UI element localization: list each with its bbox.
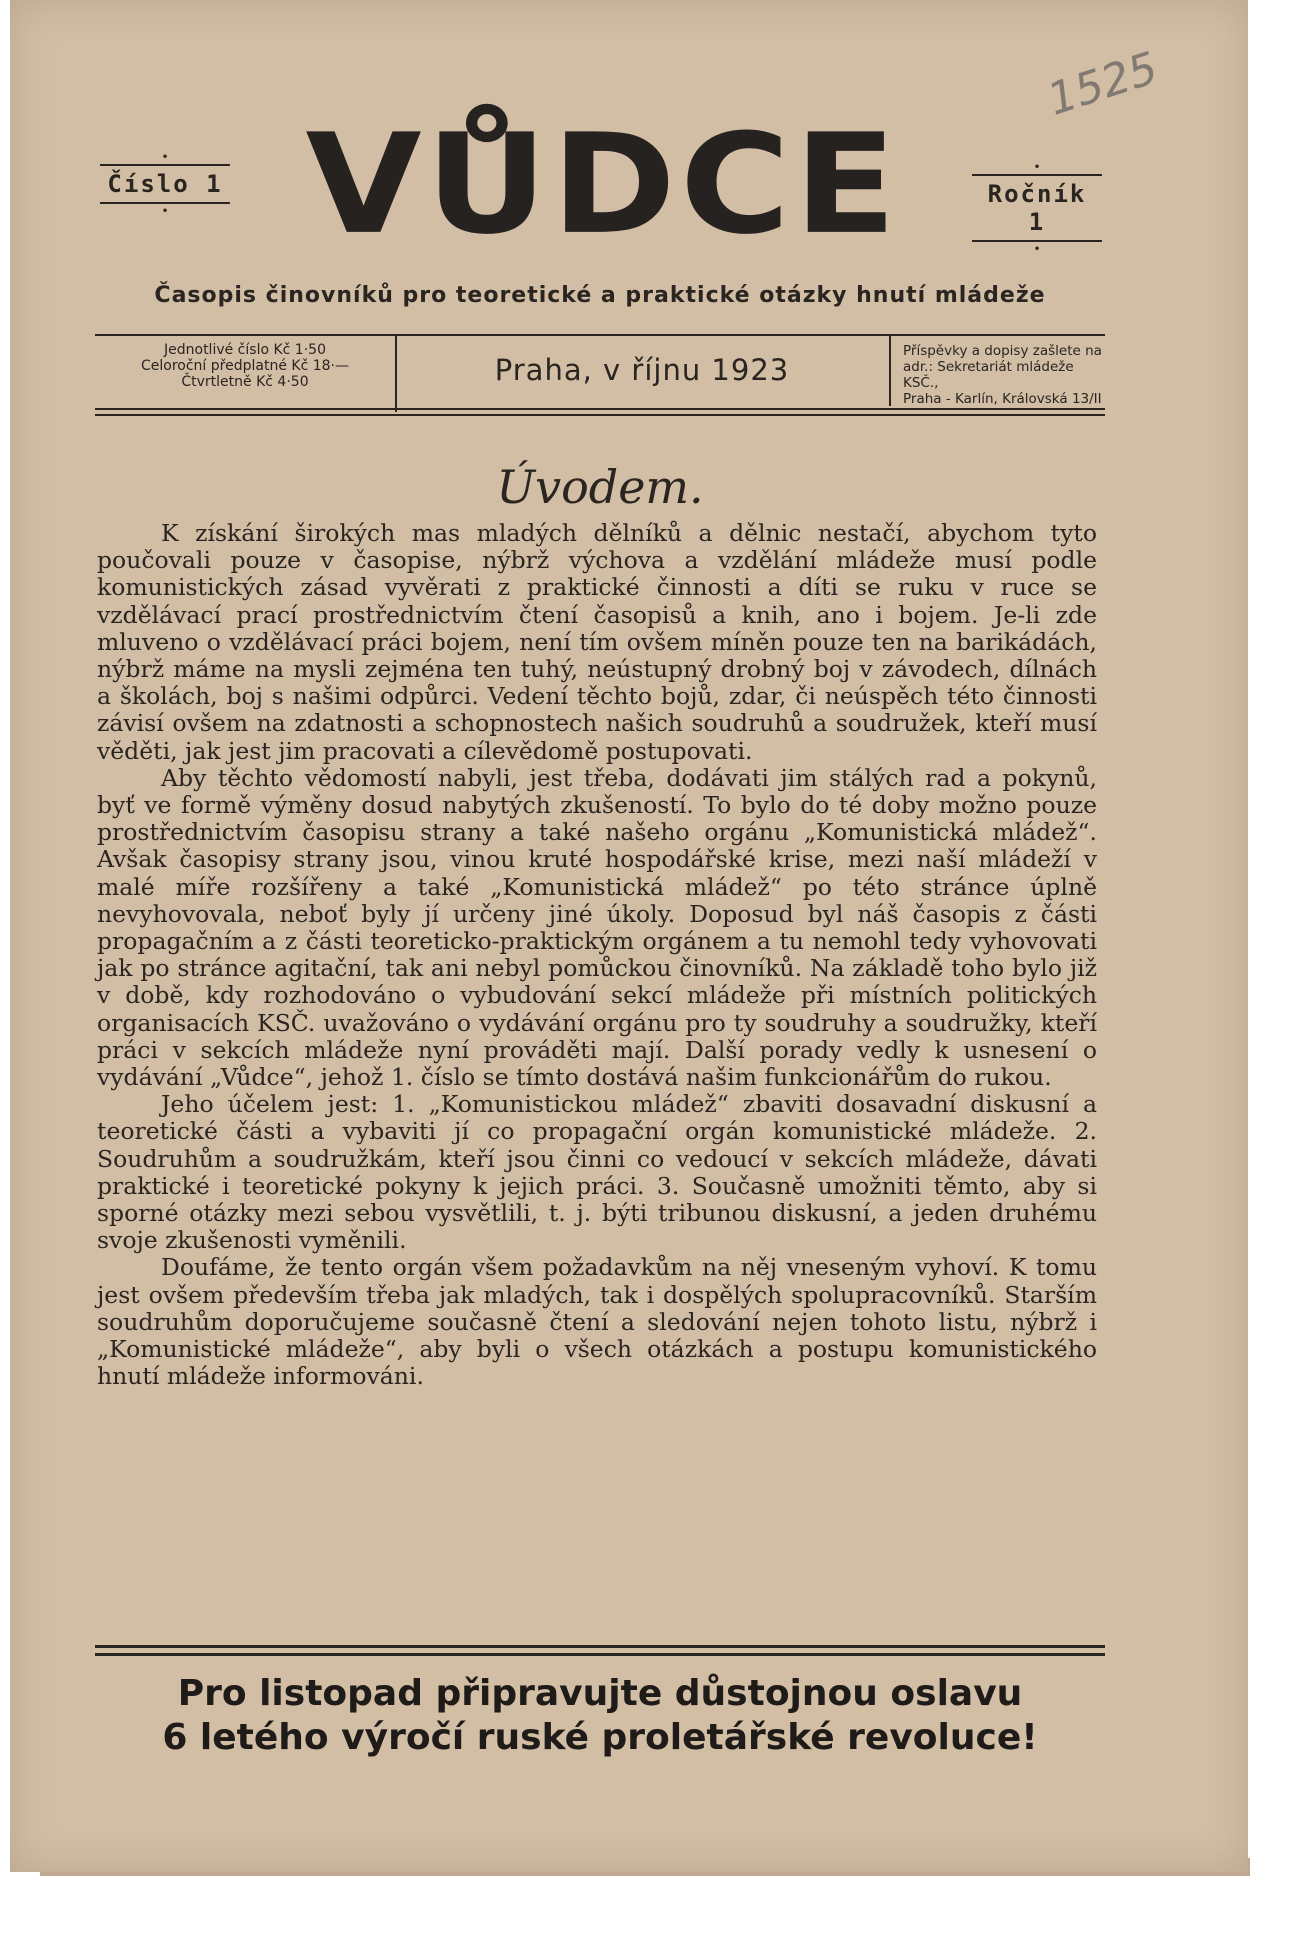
price-line: Jednotlivé číslo Kč 1·50 <box>164 342 326 358</box>
publication-title: VŮDCE <box>305 104 901 266</box>
slogan <box>95 1672 1105 1760</box>
slogan-line: 6 letého výročí ruské proletářské revoluce! <box>162 1717 1038 1758</box>
price-line: Celoroční předplatné Kč 18·— <box>141 358 349 374</box>
footer-divider <box>95 1645 1105 1661</box>
issue-label: Číslo 1 <box>107 170 223 198</box>
price-list <box>95 336 397 412</box>
slogan-line: Pro listopad připravujte důstojnou oslavu <box>177 1673 1023 1714</box>
volume-label: Ročník 1 <box>987 180 1087 236</box>
info-bar <box>95 334 1105 406</box>
publication-subtitle: Časopis činovníků pro teoretické a praktické otázky hnutí mládeže <box>154 283 1046 308</box>
address-line: adr.: Sekretariát mládeže KSČ., <box>903 359 1074 391</box>
handwritten-note: 1525 <box>1041 42 1164 126</box>
header-divider <box>95 408 1105 420</box>
article-body <box>97 520 1097 1391</box>
article-paragraph: Doufáme, že tento orgán všem požadavkům na něj vneseným vyhoví. K tomu jest ovšem především třeba jak mladých, tak i dospělých spolupracovníků. Starším soudruhům doporučujeme současně čtení a sledování nejen tohoto listu, nýbrž i „Komunistické mládeže“, aby byli o všech otázkách a postupu komunistického hnutí mládeže informováni. <box>97 1253 1097 1391</box>
contact-address <box>889 336 1105 406</box>
place-date: Praha, v říjnu 1923 <box>494 353 790 387</box>
article-paragraph: Jeho účelem jest: 1. „Komunistickou mládež“ zbaviti dosavadní diskusní a teoretické části a vybaviti jí co propagační orgán komunistické mládeže. 2. Soudruhům a soudružkám, kteří jsou činni co vedoucí v sekcích mládeže, dávati praktické i teoretické pokyny k jejich práci. 3. Současně umožniti těmto, aby si sporné otázky mezi sebou vysvětlili, t. j. býti tribunou diskusní, a jeden druhému svoje zkušenosti vyměnili. <box>97 1090 1097 1255</box>
masthead <box>95 104 1105 300</box>
volume-box: • Ročník 1 • <box>972 160 1102 256</box>
article-heading: Úvodem. <box>496 460 704 514</box>
issue-box: • Číslo 1 • <box>100 150 230 218</box>
address-line: Praha - Karlín, Královská 13/II <box>903 391 1102 407</box>
price-line: Čtvrtletně Kč 4·50 <box>181 374 309 390</box>
article-paragraph: K získání širokých mas mladých dělníků a dělnic nestačí, abychom tyto poučovali pouze v časopise, nýbrž výchova a vzdělání mládeže musí podle komunistických zásad vyvěrati z praktické činnosti a díti se ruku v ruce se vzdělávací prací prostřednictvím čtení časopisů a knih, ano i bojem. Je-li zde mluveno o vzdělávací práci bojem, není tím ovšem míněn pouze ten na barikádách, nýbrž máme na mysli zejména ten tuhý, neústupný drobný boj v závodech, dílnách a školách, boj s našimi odpůrci. Vedení těchto bojů, zdar, či neúspěch této činnosti závisí ovšem na zdatnosti a schopnostech našich soudruhů a soudružek, kteří musí věděti, jak jest jim pracovati a cílevědomě postupovati. <box>97 519 1097 765</box>
article-paragraph: Aby těchto vědomostí nabyli, jest třeba, dodávati jim stálých rad a pokynů, byť ve formě výměny dosud nabytých zkušeností. To bylo do té doby možno pouze prostřednictvím časopisu strany a také našeho orgánu „Komunistická mládež“. Avšak časopisy strany jsou, vinou kruté hospodářské krise, mezi naší mládeží v malé míře rozšířeny a také „Komunistická mládež“ po této stránce úplně nevyhovovala, neboť byly jí určeny jiné úkoly. Doposud byl náš časopis z části propagačním a z části teoreticko-praktickým orgánem a tu nemohl tedy vyhovovati jak po stránce agitační, tak ani nebyl pomůckou činovníků. Na základě toho bylo již v době, kdy rozhodováno o vybudování sekcí mládeže při místních politických organisacích KSČ. uvažováno o vydávání orgánu pro ty soudruhy a soudružky, kteří práci v sekcích mládeže nyní prováděti mají. Další porady vedly k usnesení o vydávání „Vůdce“, jehož 1. číslo se tímto dostává našim funkcionářům do rukou. <box>97 763 1097 1092</box>
address-line: Příspěvky a dopisy zašlete na <box>903 343 1102 359</box>
